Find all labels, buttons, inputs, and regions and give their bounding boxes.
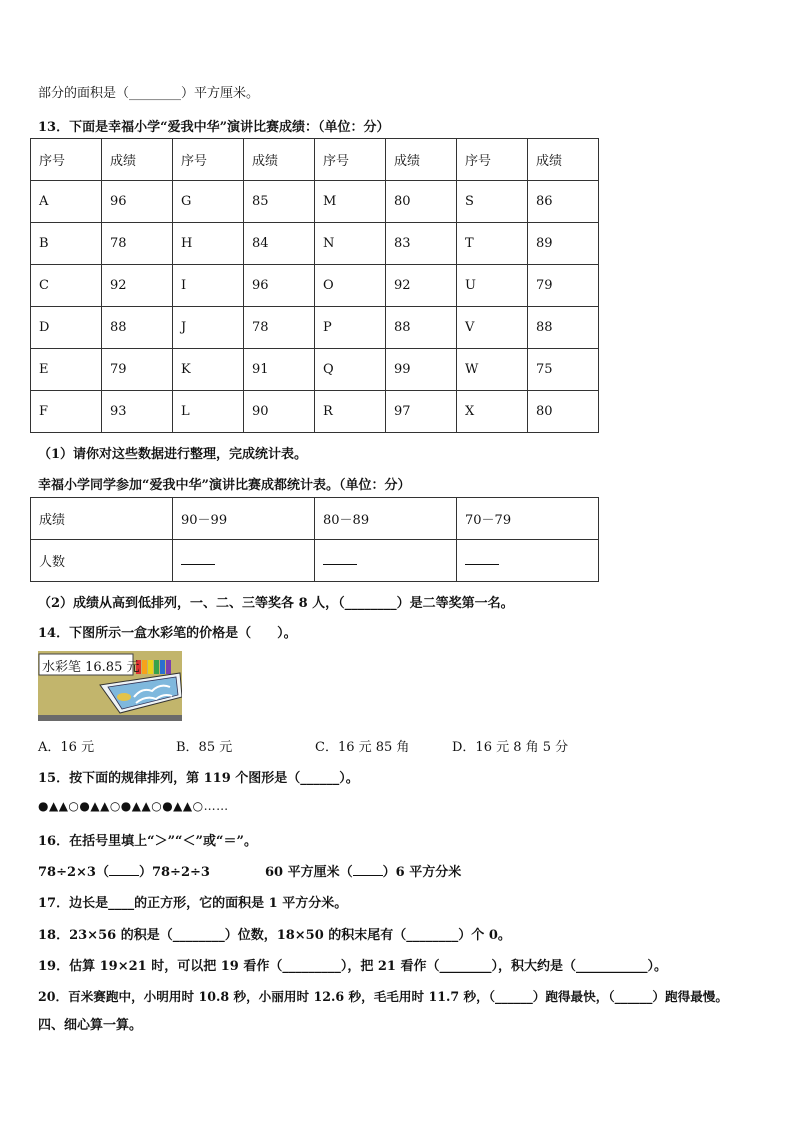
table-cell: 83 [386, 223, 457, 265]
table-cell: 85 [244, 181, 315, 223]
table-cell: 97 [386, 391, 457, 433]
table-row [31, 349, 599, 391]
q16-title: 16．在括号里填上“＞”“＜”或“＝”。 [38, 834, 257, 849]
table-cell: V [457, 307, 528, 349]
table-cell: 88 [102, 307, 173, 349]
shape-pattern: ●▲▲○●▲▲○●▲▲○●▲▲○…… [38, 799, 229, 813]
option-a[interactable]: A．16 元 [38, 740, 95, 755]
table-cell: 84 [244, 223, 315, 265]
table-cell: 86 [528, 181, 599, 223]
table-cell: K [173, 349, 244, 391]
q12-tail: 部分的面积是（________）平方厘米。 [38, 86, 260, 101]
table-row [31, 307, 599, 349]
q15-title: 15．按下面的规律排列，第 119 个图形是（______）。 [38, 771, 359, 786]
q17: 17．边长是____的正方形，它的面积是 1 平方分米。 [38, 896, 348, 911]
score-table [30, 138, 599, 433]
table-cell: 79 [528, 265, 599, 307]
answer-blank[interactable] [465, 552, 499, 565]
header-cell: 成绩 [528, 139, 599, 181]
table-cell: I [173, 265, 244, 307]
answer-blank[interactable] [181, 552, 215, 565]
table-cell: 96 [244, 265, 315, 307]
table-cell: 91 [244, 349, 315, 391]
table-cell: 75 [528, 349, 599, 391]
table-cell: W [457, 349, 528, 391]
table-cell: 88 [386, 307, 457, 349]
stat-table [30, 497, 599, 582]
table-cell: 78 [102, 223, 173, 265]
section-four-title: 四、细心算一算。 [38, 1018, 143, 1033]
q14-title: 14．下图所示一盒水彩笔的价格是（ ）。 [38, 626, 297, 641]
option-d[interactable]: D．16 元 8 角 5 分 [452, 740, 569, 755]
stat-cell: 人数 [31, 540, 173, 582]
score-table-header [31, 139, 599, 181]
table-cell: 80 [528, 391, 599, 433]
answer-blank[interactable] [353, 863, 383, 876]
table-cell: 99 [386, 349, 457, 391]
table-cell: 90 [244, 391, 315, 433]
table-cell: J [173, 307, 244, 349]
q16-item-a [38, 861, 210, 880]
sub-question-1: （1）请你对这些数据进行整理，完成统计表。 [38, 447, 308, 462]
table-row [31, 223, 599, 265]
header-cell: 序号 [315, 139, 386, 181]
q13-title: 13．下面是幸福小学“爱我中华”演讲比赛成绩：（单位：分） [38, 120, 390, 135]
header-cell: 成绩 [386, 139, 457, 181]
answer-blank-cell[interactable] [315, 540, 457, 582]
table-cell: 78 [244, 307, 315, 349]
stat-cell: 90－99 [173, 498, 315, 540]
table-cell: R [315, 391, 386, 433]
q16-item-b [265, 861, 461, 880]
price-label: 水彩笔 16.85 元 [42, 660, 140, 675]
table-cell: 93 [102, 391, 173, 433]
q16-b-right: ）6 平方分米 [382, 865, 462, 880]
table-cell: D [31, 307, 102, 349]
table-cell: F [31, 391, 102, 433]
sub-question-2: （2）成绩从高到低排列，一、二、三等奖各 8 人，（________）是二等奖第一名。 [38, 596, 514, 611]
q16-a-right: ）78÷2÷3 [138, 865, 210, 880]
table-cell: A [31, 181, 102, 223]
table-cell: 92 [102, 265, 173, 307]
option-c[interactable]: C．16 元 85 角 [315, 740, 410, 755]
header-cell: 成绩 [102, 139, 173, 181]
table-cell: T [457, 223, 528, 265]
table-cell: L [173, 391, 244, 433]
table-cell: X [457, 391, 528, 433]
stat-row-score [31, 498, 599, 540]
table-cell: C [31, 265, 102, 307]
header-cell: 序号 [173, 139, 244, 181]
table-cell: G [173, 181, 244, 223]
table-cell: P [315, 307, 386, 349]
table-cell: M [315, 181, 386, 223]
table-cell: U [457, 265, 528, 307]
stat-cell: 80－89 [315, 498, 457, 540]
answer-blank[interactable] [109, 863, 139, 876]
q16-a-left: 78÷2×3（ [38, 865, 109, 880]
table-row [31, 265, 599, 307]
header-cell: 序号 [31, 139, 102, 181]
table-row [31, 181, 599, 223]
answer-blank[interactable] [323, 552, 357, 565]
table-cell: 80 [386, 181, 457, 223]
q18: 18．23×56 的积是（________）位数，18×50 的积末尾有（________）个 0。 [38, 928, 511, 943]
stat-cell: 成绩 [31, 498, 173, 540]
table-cell: H [173, 223, 244, 265]
header-cell: 序号 [457, 139, 528, 181]
table-cell: 96 [102, 181, 173, 223]
table-cell: 89 [528, 223, 599, 265]
stat-cell: 70－79 [457, 498, 599, 540]
option-b[interactable]: B．85 元 [176, 740, 233, 755]
header-cell: 成绩 [244, 139, 315, 181]
table-cell: 79 [102, 349, 173, 391]
table-cell: 88 [528, 307, 599, 349]
stat-row-count [31, 540, 599, 582]
table-cell: O [315, 265, 386, 307]
table-cell: 92 [386, 265, 457, 307]
watercolor-pen-box-image [38, 651, 182, 721]
table-cell: N [315, 223, 386, 265]
stat-table-title: 幸福小学同学参加“爱我中华”演讲比赛成都统计表。（单位：分） [38, 478, 411, 493]
table-cell: Q [315, 349, 386, 391]
table-cell: S [457, 181, 528, 223]
q19: 19．估算 19×21 时，可以把 19 看作（_________），把 21 看作（________），积大约是（___________）。 [38, 959, 668, 974]
q20: 20．百米赛跑中，小明用时 10.8 秒，小丽用时 12.6 秒，毛毛用时 11.7 秒，（______）跑得最快，（______）跑得最慢。 [38, 989, 728, 1004]
table-cell: B [31, 223, 102, 265]
table-row [31, 391, 599, 433]
q16-b-left: 60 平方厘米（ [265, 865, 353, 880]
answer-blank-cell[interactable] [173, 540, 315, 582]
answer-blank-cell[interactable] [457, 540, 599, 582]
table-cell: E [31, 349, 102, 391]
